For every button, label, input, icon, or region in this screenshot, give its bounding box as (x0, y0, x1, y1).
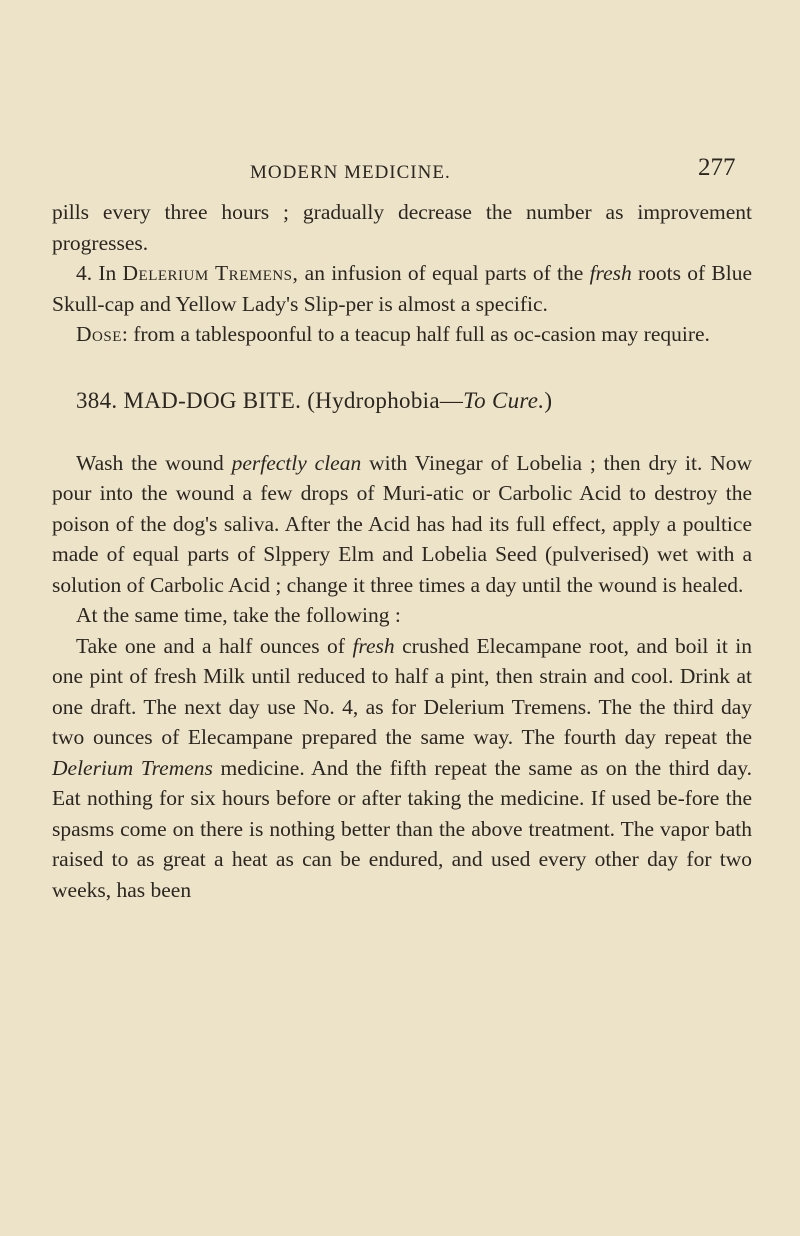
italic-fresh: fresh (352, 633, 395, 658)
paragraph-text: an infusion of equal parts of the (304, 261, 584, 285)
paragraph-continuation (52, 197, 752, 258)
paragraph-recipe (52, 631, 752, 906)
italic-perfectly-clean: perfectly clean (231, 450, 362, 475)
paragraph-text: crushed Elecampane root, and boil it in one pint of fresh Milk until reduced to half a pint, then strain and cool. Drink at one draft. The next day use No. 4, as for Delerium Tremens. The the third day two ounces of Elecampane prepared the same way. The fourth day repeat the (52, 633, 753, 749)
paragraph-wash (52, 448, 752, 601)
dose-label: Dose (76, 322, 122, 346)
paragraph-text: Take one and a half ounces of (76, 633, 345, 658)
section-title-main: 384. MAD-DOG BITE. (Hydrophobia— (76, 387, 464, 413)
item-number: 4. (76, 261, 93, 285)
paragraph-delerium-tremens: 4. In Delerium Tremens, an infusion of equal parts of the fresh roots of Blue Skull-cap and Yellow Lady's Slip-per is almost a specific. (52, 261, 753, 316)
paragraph-text: At the same time, take the following : (76, 603, 401, 627)
italic-delerium-tremens: Delerium Tremens (52, 755, 213, 780)
running-head: MODERN MEDICINE. (250, 162, 451, 183)
paragraph-text: pills every three hours ; gradually decrease the number as improvement progresses. (52, 200, 752, 255)
dose-text: : from a tablespoonful to a teacup half full as oc-casion may require. (121, 322, 710, 346)
page-body (52, 197, 752, 905)
page-header (0, 154, 800, 190)
paragraph-text: medicine. And the fifth repeat the same as on the third day. Eat nothing for six hours before or after taking the medicine. If used be-fore the spasms come on there is nothing better than the above treatment. The vapor bath raised to as great a heat as can be endured, and used every other day for two weeks, has been (52, 755, 753, 902)
section-title-italic: To Cure. (463, 387, 545, 413)
section-title-close: ) (544, 387, 553, 413)
italic-fresh: fresh (589, 261, 632, 285)
paragraph-dose (52, 319, 752, 350)
paragraph-text: Wash the wound (76, 450, 224, 475)
section-title (52, 386, 752, 416)
term-delerium-tremens: Delerium Tremens, (122, 261, 299, 285)
paragraph-text: with Vinegar of Lobelia ; then dry it. Now pour into the wound a few drops of Muri-atic or Carbolic Acid to destroy the poison of the dog's saliva. After the Acid has had its full effect, apply a poultice made of equal parts of Slppery Elm and Lobelia Seed (pulverised) wet with a solution of Carbolic Acid ; change it three times a day until the wound is healed. (52, 450, 753, 597)
paragraph-same-time (52, 600, 752, 631)
paragraph-text: roots of Blue Skull-cap and Yellow Lady's Slip-per is almost a specific. (52, 261, 753, 316)
page-number: 277 (698, 154, 736, 181)
